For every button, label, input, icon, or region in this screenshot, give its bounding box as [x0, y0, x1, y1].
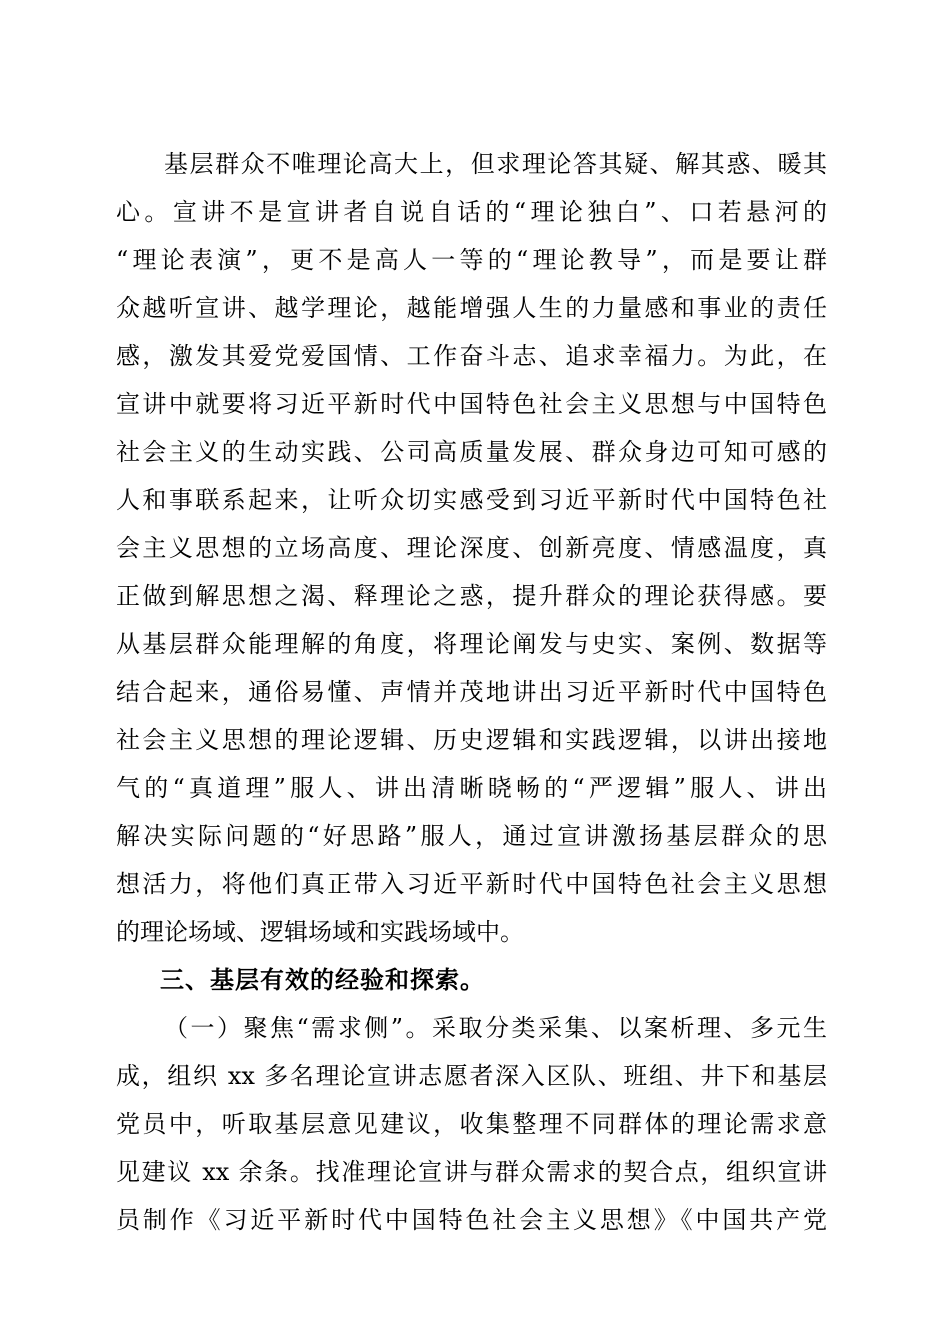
paragraph-line: （一）聚焦“需求侧”。采取分类采集、以案析理、多元生 [164, 1014, 827, 1042]
paragraph-line: 结合起来，通俗易懂、声情并茂地讲出习近平新时代中国特色 [116, 678, 827, 706]
paragraph-line: 成，组织 xx 多名理论宣讲志愿者深入区队、班组、井下和基层 [116, 1062, 827, 1090]
paragraph-line: 人和事联系起来，让听众切实感受到习近平新时代中国特色社 [116, 486, 827, 514]
paragraph-line: 社会主义的生动实践、公司高质量发展、群众身边可知可感的 [116, 438, 827, 466]
paragraph-line: 宣讲中就要将习近平新时代中国特色社会主义思想与中国特色 [116, 390, 827, 418]
section-heading: 三、基层有效的经验和探索。 [160, 966, 485, 994]
paragraph-line: 气的“真道理”服人、讲出清晰晓畅的“严逻辑”服人、讲出 [116, 774, 827, 802]
paragraph-line: 解决实际问题的“好思路”服人，通过宣讲激扬基层群众的思 [116, 822, 827, 850]
paragraph-line: 会主义思想的立场高度、理论深度、创新亮度、情感温度，真 [116, 534, 827, 562]
paragraph-1 [116, 140, 827, 956]
paragraph-line: 社会主义思想的理论逻辑、历史逻辑和实践逻辑，以讲出接地 [116, 726, 827, 754]
paragraph-line: 见建议 xx 余条。找准理论宣讲与群众需求的契合点，组织宣讲 [116, 1158, 827, 1186]
paragraph-line: 员制作《习近平新时代中国特色社会主义思想》《中国共产党 [116, 1206, 827, 1234]
paragraph-line: 正做到解思想之渴、释理论之惑，提升群众的理论获得感。要 [116, 582, 827, 610]
paragraph-line: 党员中，听取基层意见建议，收集整理不同群体的理论需求意 [116, 1110, 827, 1138]
paragraph-2 [116, 1004, 827, 1244]
document-body [116, 140, 827, 1244]
paragraph-line: 基层群众不唯理论高大上，但求理论答其疑、解其惑、暖其 [164, 150, 827, 178]
paragraph-line: 心。宣讲不是宣讲者自说自话的“理论独白”、口若悬河的 [116, 198, 827, 226]
paragraph-line: 感，激发其爱党爱国情、工作奋斗志、追求幸福力。为此，在 [116, 342, 827, 370]
paragraph-line: 众越听宣讲、越学理论，越能增强人生的力量感和事业的责任 [116, 294, 827, 322]
paragraph-line: 从基层群众能理解的角度，将理论阐发与史实、案例、数据等 [116, 630, 827, 658]
paragraph-line: “理论表演”，更不是高人一等的“理论教导”，而是要让群 [116, 246, 827, 274]
paragraph-line: 的理论场域、逻辑场域和实践场域中。 [116, 918, 524, 946]
paragraph-line: 想活力，将他们真正带入习近平新时代中国特色社会主义思想 [116, 870, 827, 898]
